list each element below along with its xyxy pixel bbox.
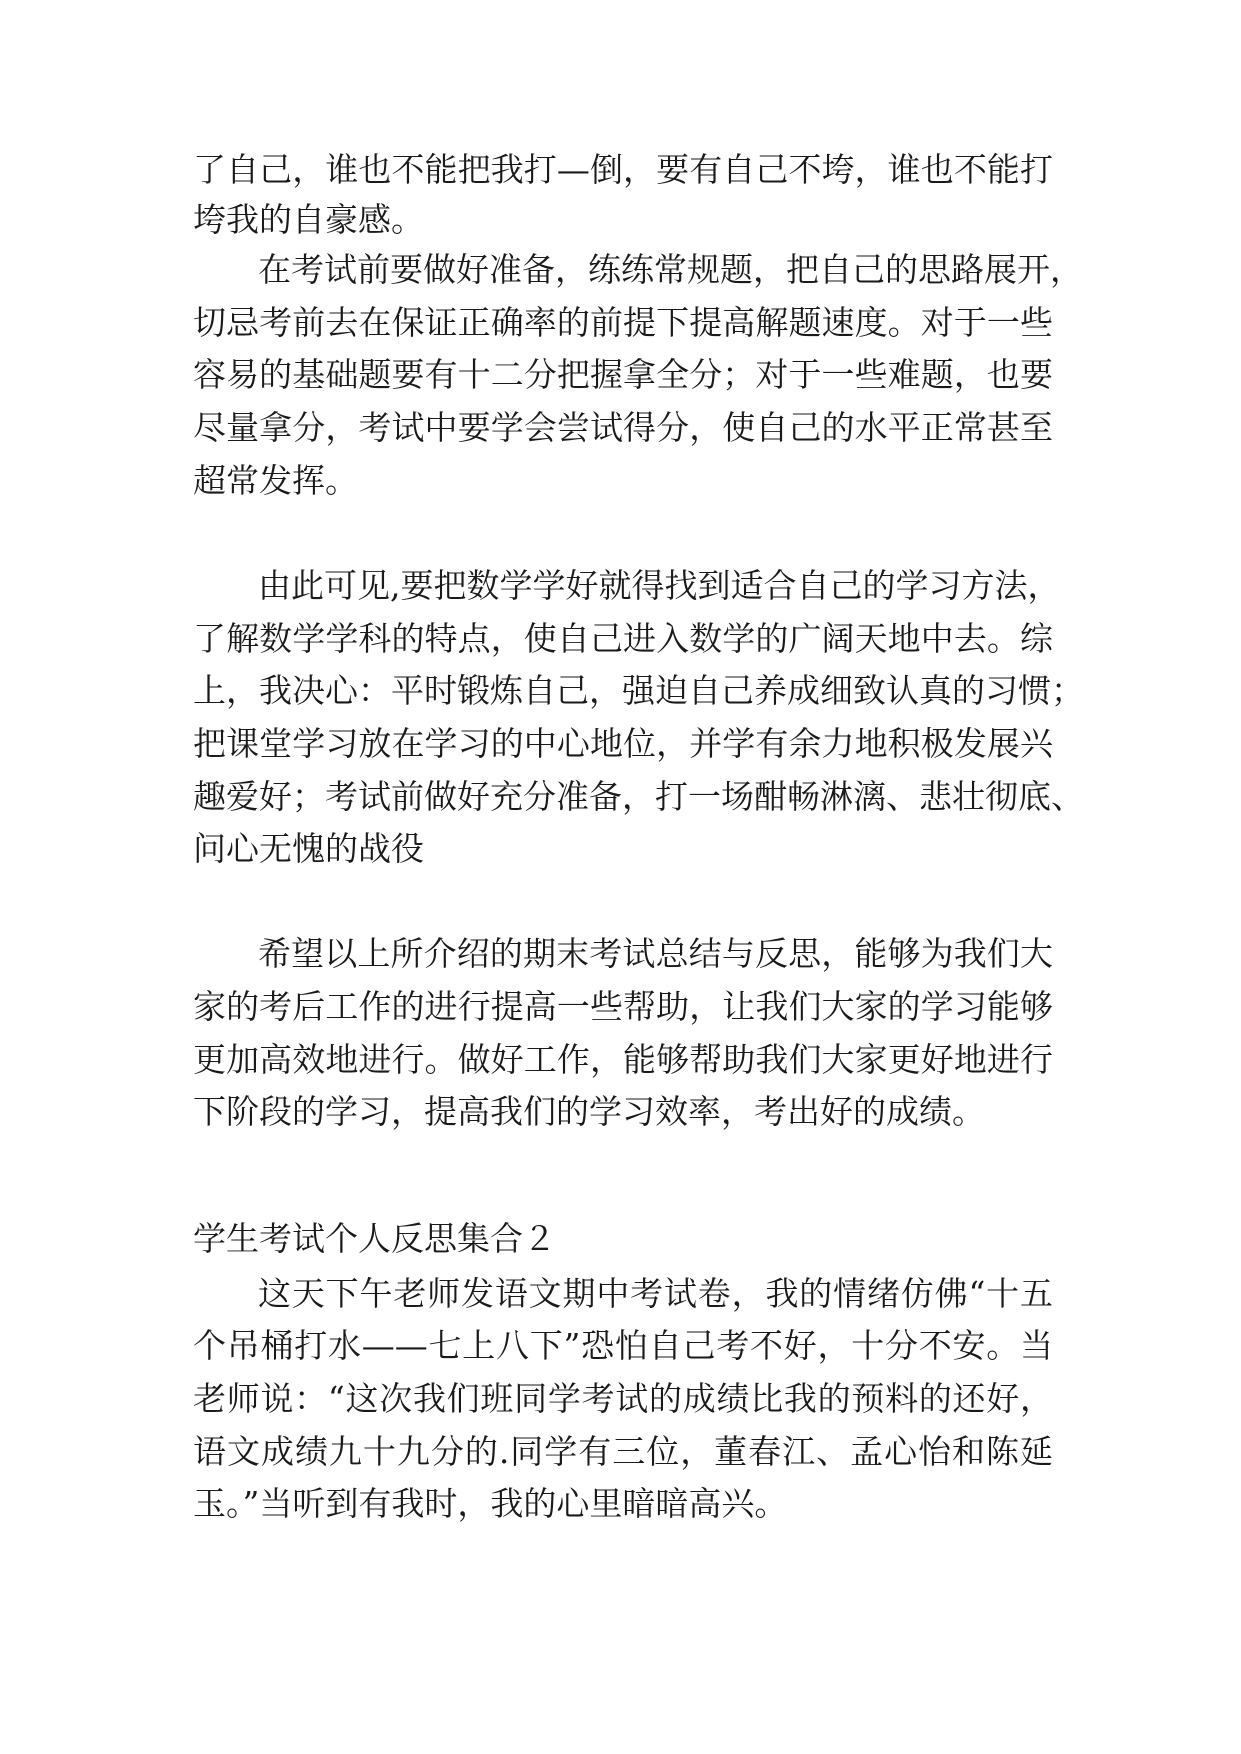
paragraph-2-line-1: 在考试前要做好准备，练练常规题，把自己的思路展开， xyxy=(258,250,1083,289)
paragraph-5-line-5: 玉。”当听到有我时，我的心里暗暗高兴。 xyxy=(193,1484,788,1523)
paragraph-5-line-4: 语文成绩九十九分的.同学有三位，董春江、孟心怡和陈延 xyxy=(193,1432,1053,1471)
paragraph-3-line-3: 上，我决心：平时锻炼自己，强迫自己养成细致认真的习惯； xyxy=(193,671,1084,710)
paragraph-3-line-5: 趣爱好；考试前做好充分准备，打一场酣畅淋漓、悲壮彻底、 xyxy=(193,777,1084,816)
paragraph-4-line-4: 下阶段的学习，提高我们的学习效率，考出好的成绩。 xyxy=(193,1092,985,1131)
paragraph-2-line-3: 容易的基础题要有十二分把握拿全分；对于一些难题，也要 xyxy=(193,355,1053,394)
paragraph-2-line-5: 超常发挥。 xyxy=(193,461,358,500)
paragraph-2-line-2: 切忌考前去在保证正确率的前提下提高解题速度。对于一些 xyxy=(193,303,1053,342)
paragraph-4-line-1: 希望以上所介绍的期末考试总结与反思，能够为我们大 xyxy=(258,934,1053,973)
paragraph-2-line-4: 尽量拿分，考试中要学会尝试得分，使自己的水平正常甚至 xyxy=(193,408,1053,447)
paragraph-1-line-2: 垮我的自豪感。 xyxy=(193,200,424,239)
paragraph-4-line-2: 家的考后工作的进行提高一些帮助，让我们大家的学习能够 xyxy=(193,987,1053,1026)
paragraph-3-line-4: 把课堂学习放在学习的中心地位，并学有余力地积极发展兴 xyxy=(193,724,1053,763)
paragraph-5-line-1: 这天下午老师发语文期中考试卷，我的情绪仿佛“十五 xyxy=(258,1274,1053,1313)
paragraph-4-line-3: 更加高效地进行。做好工作，能够帮助我们大家更好地进行 xyxy=(193,1040,1053,1079)
section-heading: 学生考试个人反思集合２ xyxy=(193,1219,556,1258)
paragraph-5-line-2: 个吊桶打水——七上八下”恐怕自己考不好，十分不安。当 xyxy=(193,1326,1053,1365)
paragraph-5-line-3: 老师说：“这次我们班同学考试的成绩比我的预料的还好， xyxy=(193,1379,1053,1418)
paragraph-3-line-6: 问心无愧的战役 xyxy=(193,829,424,868)
paragraph-3-line-1: 由此可见,要把数学学好就得找到适合自己的学习方法， xyxy=(258,566,1061,605)
paragraph-3-line-2: 了解数学学科的特点，使自己进入数学的广阔天地中去。综 xyxy=(193,619,1053,658)
paragraph-1-line-1: 了自己，谁也不能把我打—倒，要有自己不垮，谁也不能打 xyxy=(193,150,1053,189)
